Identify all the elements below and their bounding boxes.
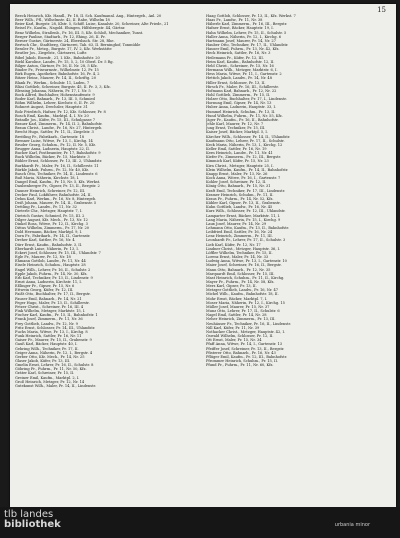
directory-entry: Groß Heinrich, Metzger, Pr. 12, Nr. 14 xyxy=(15,379,85,384)
logo-line-2: bibliothek xyxy=(4,519,61,530)
directory-entry: Heim Karl, Kaufm., Bahnhofstr. 12, II. xyxy=(206,59,275,64)
directory-entry: Hauser Emil, Fuhrm., Pr. 13, Nr. 42, Kfz. xyxy=(206,47,280,52)
directory-entry: Lehmann Otto, Kaufm., Pr. 13, II., Bahnhofstr. xyxy=(206,225,289,230)
directory-entry: Biehl Karoline, Landw., Pr. 15, 5, 2, 10 Oberl. Dr. 5 Rg. xyxy=(15,59,114,64)
directory-entry: Pfeiffer Josef, Schreiner, Pr. 13, II., Bergstr. xyxy=(206,346,285,351)
directory-entry: Kirn Christ., Metzger, Hauptstr. 25, I. xyxy=(206,163,274,168)
directory-entry: Eisele Heinrich, Schuhm., Hauptstr. 28 xyxy=(15,263,86,268)
directory-entry: Gutekunst Wilh., Maler, Pr. 14, II., Lindenstr. xyxy=(15,383,96,388)
directory-entry: Fuchs Maria, Witwe, Pr. 13, I., Kirchg. 8 xyxy=(15,329,88,334)
directory-entry: Leibfried Emil, Sattler, Pr. 16, Nr. 24 xyxy=(206,230,273,235)
directory-entry: Dieterle Chr., Metzger, Hauptstr. 7, I. xyxy=(15,209,83,214)
directory-entry: Keck Maria, Näherin, Pr. 13, I., Kirchg. 12 xyxy=(206,142,283,147)
directory-entry: Hofmann Karl, Bahnarb., Pr. 12, Nr. 22 xyxy=(206,88,277,93)
directory-entry: Hess Maria, Witwe, Pr. 11, I., Gartenstr. 2 xyxy=(206,72,282,77)
directory-entry: Munz Otto, Lehrer, Pr. 17, II., Schulstr. 6 xyxy=(206,309,280,314)
directory-entry: Keller Emil, Sattler, Pr. 16, Nr. 19 xyxy=(206,147,267,151)
directory-entry: Kraft Emil, Techniker, Pr. 17, III., Lindenstr. xyxy=(206,188,285,193)
directory-entry: Bertsch Chr., Stadtberg, Gärtnerei, Tab. 63, II. Berninghof, Tonmühle xyxy=(15,43,141,48)
directory-entry: Fink Wilhelm, Metzger, Marktstr. 15, I. xyxy=(15,309,86,314)
directory-entry: Bilger Anton, Gärtner, Pr. 16, II. Nr. 28, 5 Kfz. xyxy=(15,63,98,68)
directory-entry: Nagel Emil, Sattler, Pr. 14, Nr. 28 xyxy=(206,313,267,318)
right-column xyxy=(206,14,388,504)
directory-entry: Engel Wilh., Lehrer, Pr. 16, II., Schulstr. 2 xyxy=(15,267,91,272)
directory-entry: Pfund Fr., Fuhrm., Pr. 11, Nr. 60, Kfz. xyxy=(206,363,274,368)
directory-entry: Feger Hugo, Maler, Pr. 13, II., Schillerstr. xyxy=(15,300,90,305)
directory-entry: Beer Wilh., Pfl., Wilhelmstr. 42, II. Rabe, Wilhelm 18 xyxy=(15,18,110,23)
directory-entry: Benz Wilhelm, Straßenb., Pr. 16, III. 5, Kfz. Schloß, Mechaniker, Tunst. xyxy=(15,30,144,35)
directory-entry: Hafner Ernst, Bäcker, Hauptstr. 19, I. xyxy=(206,26,274,31)
directory-entry: Bühler Ernst, Schlosser, Pr. 13, III. 2, Uhlandstr. xyxy=(15,159,103,164)
directory-entry: Leonhardt Fr., Lehrer, Pr. 17, II., Schulstr. 3 xyxy=(206,238,286,243)
directory-entry: Gerber Otto, Kfz. Mech., Pr. 14, Nr. 25 xyxy=(15,354,85,359)
directory-entry: Daubenberger Fr., Gipser, Pr. 13, II., Bergstr. 2 xyxy=(15,184,100,189)
directory-entry: Kimmich Karl, Küfer, Pr. 15, Nr. 23 xyxy=(206,159,269,164)
directory-entry: Lieb Karl, Küfer, Pr. 12, Nr. 17 xyxy=(206,242,261,247)
directory-entry: Dehm Karl, Werkm., Pr. 16, Nr. 8, Hintergeb. xyxy=(15,196,97,201)
directory-entry: Dürr Ernst, Kaufm., Bahnhofstr. 3, II. xyxy=(15,242,83,247)
directory-entry: Epple Jakob, Fuhrm., Pr. 14, Nr. 30, Kfz. xyxy=(15,271,88,276)
directory-entry: Funk Heinrich, Sattler, Pr. 16, Nr. 11 xyxy=(15,334,82,339)
directory-entry: Burkhardt Fr., Maler, Pr. 16, II., Schillerstr. 11 xyxy=(15,163,99,168)
directory-entry: Neuhäuser Fr., Techniker, Pr. 16, II., Lindenstr. xyxy=(206,321,291,326)
directory-entry: Bosch Emil, Kaufm., Marktpl. 4, I. Nr. 20 xyxy=(15,113,89,118)
directory-entry: Egle Fr., Maurer, Pr. 12, Nr. 18 xyxy=(15,255,71,260)
directory-entry: Mast Heinrich, Schuhm., Pr. 11, II., Kirchg. xyxy=(206,275,285,280)
directory-entry: Glaser Jakob, Küfer, Pr. 13, III. xyxy=(15,358,71,363)
directory-entry: Eßlinger Fr., Gipser, Pr. 15, Nr. 6 xyxy=(15,284,75,289)
directory-entry: Müller Josef, Maurer, Pr. 15, Nr. 37 xyxy=(206,304,270,309)
directory-entry: Fischer Karl, Kaufm., Pr. 15, II., Bahnhofstr. 1 xyxy=(15,313,98,318)
directory-entry: Brecht Hugo, Sattler, Pr. 11, II., Ziegelstr. 3 xyxy=(15,130,94,135)
directory-entry: Greiner Emil, Kaufm., Marktpl. 2, I. xyxy=(15,375,80,380)
directory-entry: Eberhardt Luise, Näherin, Pr. 13, I. xyxy=(15,246,79,251)
directory-entry: Löffler Wilhelm, Techniker, Pr. 15, II. xyxy=(206,250,273,255)
directory-entry: Klein Wilhelm, Kaufm., Pr. 14, II., Bahnhofstr. xyxy=(206,167,289,172)
directory-entry: Ludwig Anna, Witwe, Pr. 13, I., Gartenstr. 10 xyxy=(206,259,287,264)
directory-entry: Lindner Christ., Metzger, Hauptstr. 36, I. xyxy=(206,246,281,251)
directory-entry: Bock Alfred, Buchhalter, Hohenstaufenstr. 9 xyxy=(15,92,95,97)
directory-entry: Hahn Wilhelm, Lehrer, Pr. 15, II., Schulstr. 5 xyxy=(206,30,287,35)
directory-entry: Fauser Emil, Bahnarb., Pr. 14, Nr. 21 xyxy=(15,296,82,301)
directory-entry: Kübler Karl, Gipser, Pr. 13, II., Grabenstr. xyxy=(206,201,281,206)
directory-entry: Kärcher Wilh., Schlosser, Pr. 14, II., Uhlandstr. xyxy=(206,134,291,139)
directory-entry: Hund Wilhelm, Fuhrm., Pr. 11, Nr. 55, Kfz. xyxy=(206,113,283,118)
directory-entry: Nothacker Christ., Metzger, Hauptstr. 42, I. xyxy=(206,329,285,334)
directory-entry: Bohnert August, Drechsler, Hauptstr. 31 xyxy=(15,105,88,110)
directory-entry: Brändle Jos., Küfer, Pr. 15, III., Schulgasse 7 xyxy=(15,117,95,122)
directory-entry: Göhring Fr., Fuhrm., Pr. 11, Nr. 50, Kfz. xyxy=(15,367,87,372)
directory-entry: Mohr Ernst, Bäcker, Marktpl. 7, I. xyxy=(206,296,268,301)
directory-entry: Hauber Otto, Techniker, Pr. 17, II., Uhlandstr. xyxy=(206,43,289,48)
page-number: 15 xyxy=(377,6,386,14)
directory-entry: Bruder Georg, Schuhm., Pr. 12, II. Nr. 5, Kfz. xyxy=(15,142,97,147)
directory-entry: Breitling Fr., Fabrikarb., Gartenstr. 18 xyxy=(15,134,84,139)
directory-entry: Kurz Wilh., Schlosser, Pr. 12, III., Uhlandstr. xyxy=(206,209,286,214)
directory-entry: Hettich Jakob, Landw., Pr. 14, Nr. 48 xyxy=(206,76,272,81)
directory-entry: Laux Josef, Maurer, Pr. 14, Nr. 29 xyxy=(206,221,267,226)
directory-entry: Metzger Gottlieb, Landw., Pr. 16, Nr. 47 xyxy=(206,288,278,293)
directory-entry: Buß Maria, Näherin, Kirchstr. 18, I. xyxy=(15,176,80,181)
directory-entry: Heilemann Fr., Küfer, Pr. 12, III. xyxy=(206,55,264,60)
directory-entry: Gauß Karl, Bäcker, Hauptstr. 40, I. xyxy=(15,342,78,347)
image-credit: urbania minor xyxy=(334,522,370,528)
directory-entry: Dreher Karl, Sattler, Pr. 16, Nr. 4 xyxy=(15,238,75,243)
directory-entry: Hartmann Josef, Maurer, Pr. 14, Nr. 27 xyxy=(206,38,276,43)
directory-entry: Busch Otto, Techniker, Pr. 14, II., Lindenstr. 6 xyxy=(15,171,98,176)
directory-entry: Dauner Heinrich, Schreiner, Pr. 12, III. xyxy=(15,188,86,193)
directory-entry: Böhm Wilhelm, Lehrer, Kirchstr. 6, II. Pr. 20 xyxy=(15,101,95,106)
directory-entry: Frey Gottlieb, Landw., Pr. 12, Nr. 9 xyxy=(15,321,78,326)
directory-entry: Dinkel Rosa, Witwe, Pr. 12, II., Kirchg. 3 xyxy=(15,221,88,226)
directory-entry: Bessler Fr., Metzg., Burgstr. 17, IV. 2, Kfz. Werkstätte xyxy=(15,47,112,52)
directory-entry: Hornung Emil, Gipser, Pr. 14, Nr. 13 xyxy=(206,101,272,106)
directory-entry: Dietrich Gustav, Schmied, Pr. 15, III. 2 xyxy=(15,213,85,218)
directory-entry: Hohl Gottlieb, Zimmerm., Pr. 15, II. xyxy=(206,92,271,97)
directory-entry: Marquardt Emil, Schlosser, Pr. 15, III. xyxy=(206,271,275,276)
directory-entry: Michel Wilh., Kaufm., Bahnhofstr. 18, II. xyxy=(206,292,279,297)
directory-entry: Dold Hermann, Bäcker, Marktpl. 9, I. xyxy=(15,230,83,235)
directory-entry: Beisel Fr., Kaufm., Nagold. Ehingen, Hilfsbergstr. 44, Gärtnr. xyxy=(15,26,126,31)
directory-entry: Hummel Heinrich, Schuhm., Pr. 13, II. xyxy=(206,109,276,114)
directory-entry: Hirsch Fr., Maler, Pr. 16, III., Schillerstr. xyxy=(206,84,279,89)
directory-entry: Dettling Fr., Landw., Pr. 11, Nr. 32 xyxy=(15,205,77,210)
directory-entry: Pflüger Emil, Kaufm., Pr. 12, III., Bahnhofstr. xyxy=(206,354,288,359)
directory-entry: Kaiser Josef, Bäcker, Marktpl. 5, I. xyxy=(206,130,268,135)
directory-entry: Haag Gottlob, Schlosser, Pr. 13, II., Kfz. Werkst. 7 xyxy=(206,14,296,18)
directory-entry: Lenz Heinrich, Zimmerm., Pr. 11, III. xyxy=(206,234,273,239)
directory-entry: Kiefer Fr., Zimmerm., Pr. 12, III., Bergstr. xyxy=(206,155,281,160)
directory-entry: Brenner Luise, Witwe, Pr. 13, I., Kirchg. 14 xyxy=(15,138,93,143)
directory-entry: Fritz Ernst, Schlosser, Pr. 14, III., Uhlandstr. xyxy=(15,325,96,330)
directory-entry: Hiller Ernst, Schlosser, Pr. 13, II. xyxy=(206,80,266,85)
directory-entry: Buck Wilhelm, Bäcker, Pr. 15, Marktstr. 3 xyxy=(15,155,90,160)
directory-entry: Braun Christ., Landw., Pr. 16, Nr. 27, Hintergeb. xyxy=(15,126,103,131)
directory-entry: Ott Ernst, Maler, Pr. 15, Nr. 34 xyxy=(206,338,262,343)
directory-entry: Bolz Friedrich, Hafner, Pr. 12, Kfz. Schlosser, Pr. 8 xyxy=(15,109,106,114)
directory-entry: Bürkle Jakob, Fuhrm., Pr. 12, Nr. 40, Kfz. xyxy=(15,167,90,172)
directory-entry: Dilger August, Kfz. Mech., Pr. 13, Nr. 12 xyxy=(15,217,88,222)
directory-entry: Dangel Emil, Kaufm., Pr. 15, Nr. 5, Kfz. Werkst. xyxy=(15,180,101,185)
directory-entry: Kramer Heinrich, Schuhm., Pr. 11, II. xyxy=(206,192,274,197)
directory-entry: Jehle Karl, Maurer, Pr. 12, Nr. 7 xyxy=(206,122,264,127)
directory-entry: Lorenz Ernst, Maler, Pr. 14, Nr. 33 xyxy=(206,255,269,260)
directory-entry: Kraus Fr., Fuhrm., Pr. 14, Nr. 52, Kfz. xyxy=(206,196,274,201)
directory-entry: Knapp Ernst, Maler, Pr. 13, Nr. 26 xyxy=(206,171,268,176)
directory-entry: Jung Ernst, Techniker, Pr. 15, III. xyxy=(206,126,266,131)
directory-entry: Kohler Josef, Schreiner, Pr. 12, II. xyxy=(206,180,267,185)
directory-entry: Blessing Johanna, Näherin, Pr. 17, I. Nr. 5 xyxy=(15,88,91,93)
directory-entry: Beeck Heinrich, Kfz. Handl., Pr. 18, II. Sch. Kaufmannl. Ang., Hintergeb., Anl. 20 xyxy=(15,14,162,18)
directory-entry: Pfrommer Heinrich, Schuhm., Pr. 15, II. xyxy=(206,358,278,363)
directory-entry: Merz Karl, Gipser, Pr. 13, II. xyxy=(206,284,257,289)
directory-entry: Huber Anna, Ladnerin, Hauptstr. 33, I. xyxy=(206,105,277,110)
directory-entry: Dorn Fr., Fabrikarb., Pr. 14, II., Gartenstr. xyxy=(15,234,91,239)
directory-entry: Bucher Karl, Postbeamter, Pr. 17, Bahnhofstr. 9 xyxy=(15,151,101,156)
directory-entry: Frank Josef, Zimmerm., Pr. 11, Nr. 36 xyxy=(15,317,83,322)
directory-entry: Lang Maria, Näherin, Pr. 15, I., Kirchg. 9 xyxy=(206,217,281,222)
directory-entry: Bibel Jakob, Eisenfr., 21, I. Kfz., Bahnhofstr. 20 xyxy=(15,55,100,60)
directory-entry: Heck Heinrich, Sattler, Pr. 16, Nr. 3 xyxy=(206,51,271,56)
directory-entry: Ehmann Gottlob, Landw., Pr. 11, Nr. 44 xyxy=(15,259,86,264)
directory-entry: Pfisterer Otto, Bahnarb., Pr. 16, Nr. 43 xyxy=(206,350,276,355)
directory-entry: Kaufmann Otto, Lehrer, Pr. 17, II., Schulstr. xyxy=(206,138,285,143)
directory-entry: Held Christ., Schreiner, Pr. 15, Nr. 16 xyxy=(206,63,274,68)
directory-entry: Erb Karl, Techniker, Pr. 13, II., Lindenstr. 9 xyxy=(15,275,93,280)
directory-entry: Hermann Wilh., Metzger, Marktstr. 6, I. xyxy=(206,68,278,73)
directory-entry: Gaiser Fr., Maurer, Pr. 15, II., Grabenstr. 9 xyxy=(15,338,92,343)
directory-entry: Decker Paul, Lokführer, Bahnhofstr. 24, II. xyxy=(15,192,92,197)
directory-entry: Haas Fr., Landw., Pr. 11, Nr. 38 xyxy=(206,18,263,23)
directory-entry: Kern Heinrich, Landw., Pr. 11, Nr. 41 xyxy=(206,151,273,156)
directory-entry: Dittus Wilhelm, Zimmerm., Pr. 17, Nr. 20 xyxy=(15,225,89,230)
directory-entry: Brauer Karl, Zimmerm., Pr. 14, II. 2, Bahnhofstr. xyxy=(15,122,103,127)
directory-entry: Berner Gustav, Gärtnerstr. 24, Ebersbach. Str. 28, Rhe. xyxy=(15,38,115,43)
directory-entry: Beier Karl, Burgstr. 28, Klstr. 5, Schiff. Luise, Kanalstr. 20, Schreiner, Alte Friedr., 21 xyxy=(15,22,169,27)
directory-entry: Berger Pauline, Stadtarb., Pr. 12, Ehing. 26, II. Pr. xyxy=(15,34,106,39)
directory-page xyxy=(10,4,396,507)
directory-entry: Lamparter Ernst, Bäcker, Marktstr. 11, I. xyxy=(206,213,281,218)
directory-entry: Gräter Karl, Schreiner, Pr. 15, II. xyxy=(15,371,75,376)
directory-entry: Holzer Otto, Buchhalter, Pr. 17, I., Lindenstr. xyxy=(206,97,287,102)
directory-entry: Pfaff Anna, Witwe, Pr. 14, I., Gartenstr. 13 xyxy=(206,342,282,347)
directory-entry: Ettwein Georg, Küfer, Pr. 12, III. xyxy=(15,288,74,293)
directory-entry: Nill Karl, Küfer, Pr. 11, Nr. 39 xyxy=(206,325,260,330)
directory-entry: Maier Josef, Schreiner, Pr. 16, II., Bergstr. xyxy=(206,263,282,268)
directory-entry: Eckert Josef, Schlosser, Pr. 15, III., Uhlandstr. 7 xyxy=(15,250,101,255)
directory-entry: Deiß Johann, Maurer, Pr. 14, II., Grabenstr. 5 xyxy=(15,201,97,206)
directory-entry: Koch Anna, Witwe, Pr. 16, I., Gartenstr. 7 xyxy=(206,176,281,181)
directory-entry: Haller Anna, Näherin, Pr. 12, I., Kirchg. 6 xyxy=(206,34,282,39)
directory-entry: Fetzer Christ., Schreiner, Pr. 16, III. 4 xyxy=(15,304,84,309)
directory-entry: Mann Otto, Bahnarb., Pr. 12, Nr. 35 xyxy=(206,267,271,272)
directory-entry: Blank Fr., Werkm., Schulstr. 11, Laden, 7 xyxy=(15,80,90,85)
library-logo xyxy=(4,510,61,530)
directory-entry: Binder Fr., Friseurmstr., Wilhelmstr. 12, Pr. 15 xyxy=(15,68,99,73)
directory-entry: Moser Maria, Näherin, Pr. 12, I., Kirchg. 15 xyxy=(206,300,285,305)
directory-entry: Ernst Anna, Ladnerin, Kirchstr. 11, I. xyxy=(15,280,82,284)
directory-entry: Mayer Fr., Fuhrm., Pr. 14, Nr. 58, Kfz. xyxy=(206,280,275,284)
directory-entry: Neher Heinrich, Zimmerm., Pr. 13, III. xyxy=(206,317,276,322)
directory-entry: Faißt Otto, Buchhalter, Pr. 17, II., Bergstr. xyxy=(15,292,91,297)
directory-entry: Gehring Wilh., Techniker, Pr. 17, II. xyxy=(15,346,79,351)
directory-entry: Kuhn Gottlieb, Landw., Pr. 16, Nr. 45 xyxy=(206,205,273,210)
directory-entry: Boder Karl, Bahnarb., Pr. 13, III. 5, Schmied xyxy=(15,97,95,102)
logo-line-1: tlb landes xyxy=(4,509,54,520)
directory-entry: Beutler Jos., Ziegelstr., Gärtnerei, Luftr. xyxy=(15,51,87,56)
directory-entry: Brugger Anna, Ladnerin, Hauptstr. 22, II. xyxy=(15,147,90,151)
directory-entry: Bitzer Heinr., Maurer, Pr. 14, II., Schriftg. 20 xyxy=(15,76,96,81)
directory-entry: Gmelin Ernst, Lehrer, Pr. 16, II., Schulstr. 8 xyxy=(15,363,94,368)
directory-entry: Jäger Fr., Kaufm., Pr. 16, II., Bahnhofstr. xyxy=(206,117,279,122)
directory-entry: Birk Eugen, Apotheker, Bahnhofstr. 16, Pr. 4, 2 xyxy=(15,72,100,77)
left-column xyxy=(15,14,197,504)
directory-entry: Häberle Karl, Zimmerm., Pr. 16, III., Bergstr. xyxy=(206,22,288,27)
directory-entry: Bläsi Gottlieb, Schreiner, Burgstr. 45, II. Pr. 3, 3, Kfz. xyxy=(15,84,111,89)
directory-entry: König Otto, Bahnarb., Pr. 15, Nr. 31 xyxy=(206,184,271,189)
directory-entry: Oswald Wilhelm, Schlosser, Pr. 12, II. xyxy=(206,334,274,339)
directory-entry: Geiger Anna, Näherin, Pr. 12, I., Bergstr. 4 xyxy=(15,350,93,355)
